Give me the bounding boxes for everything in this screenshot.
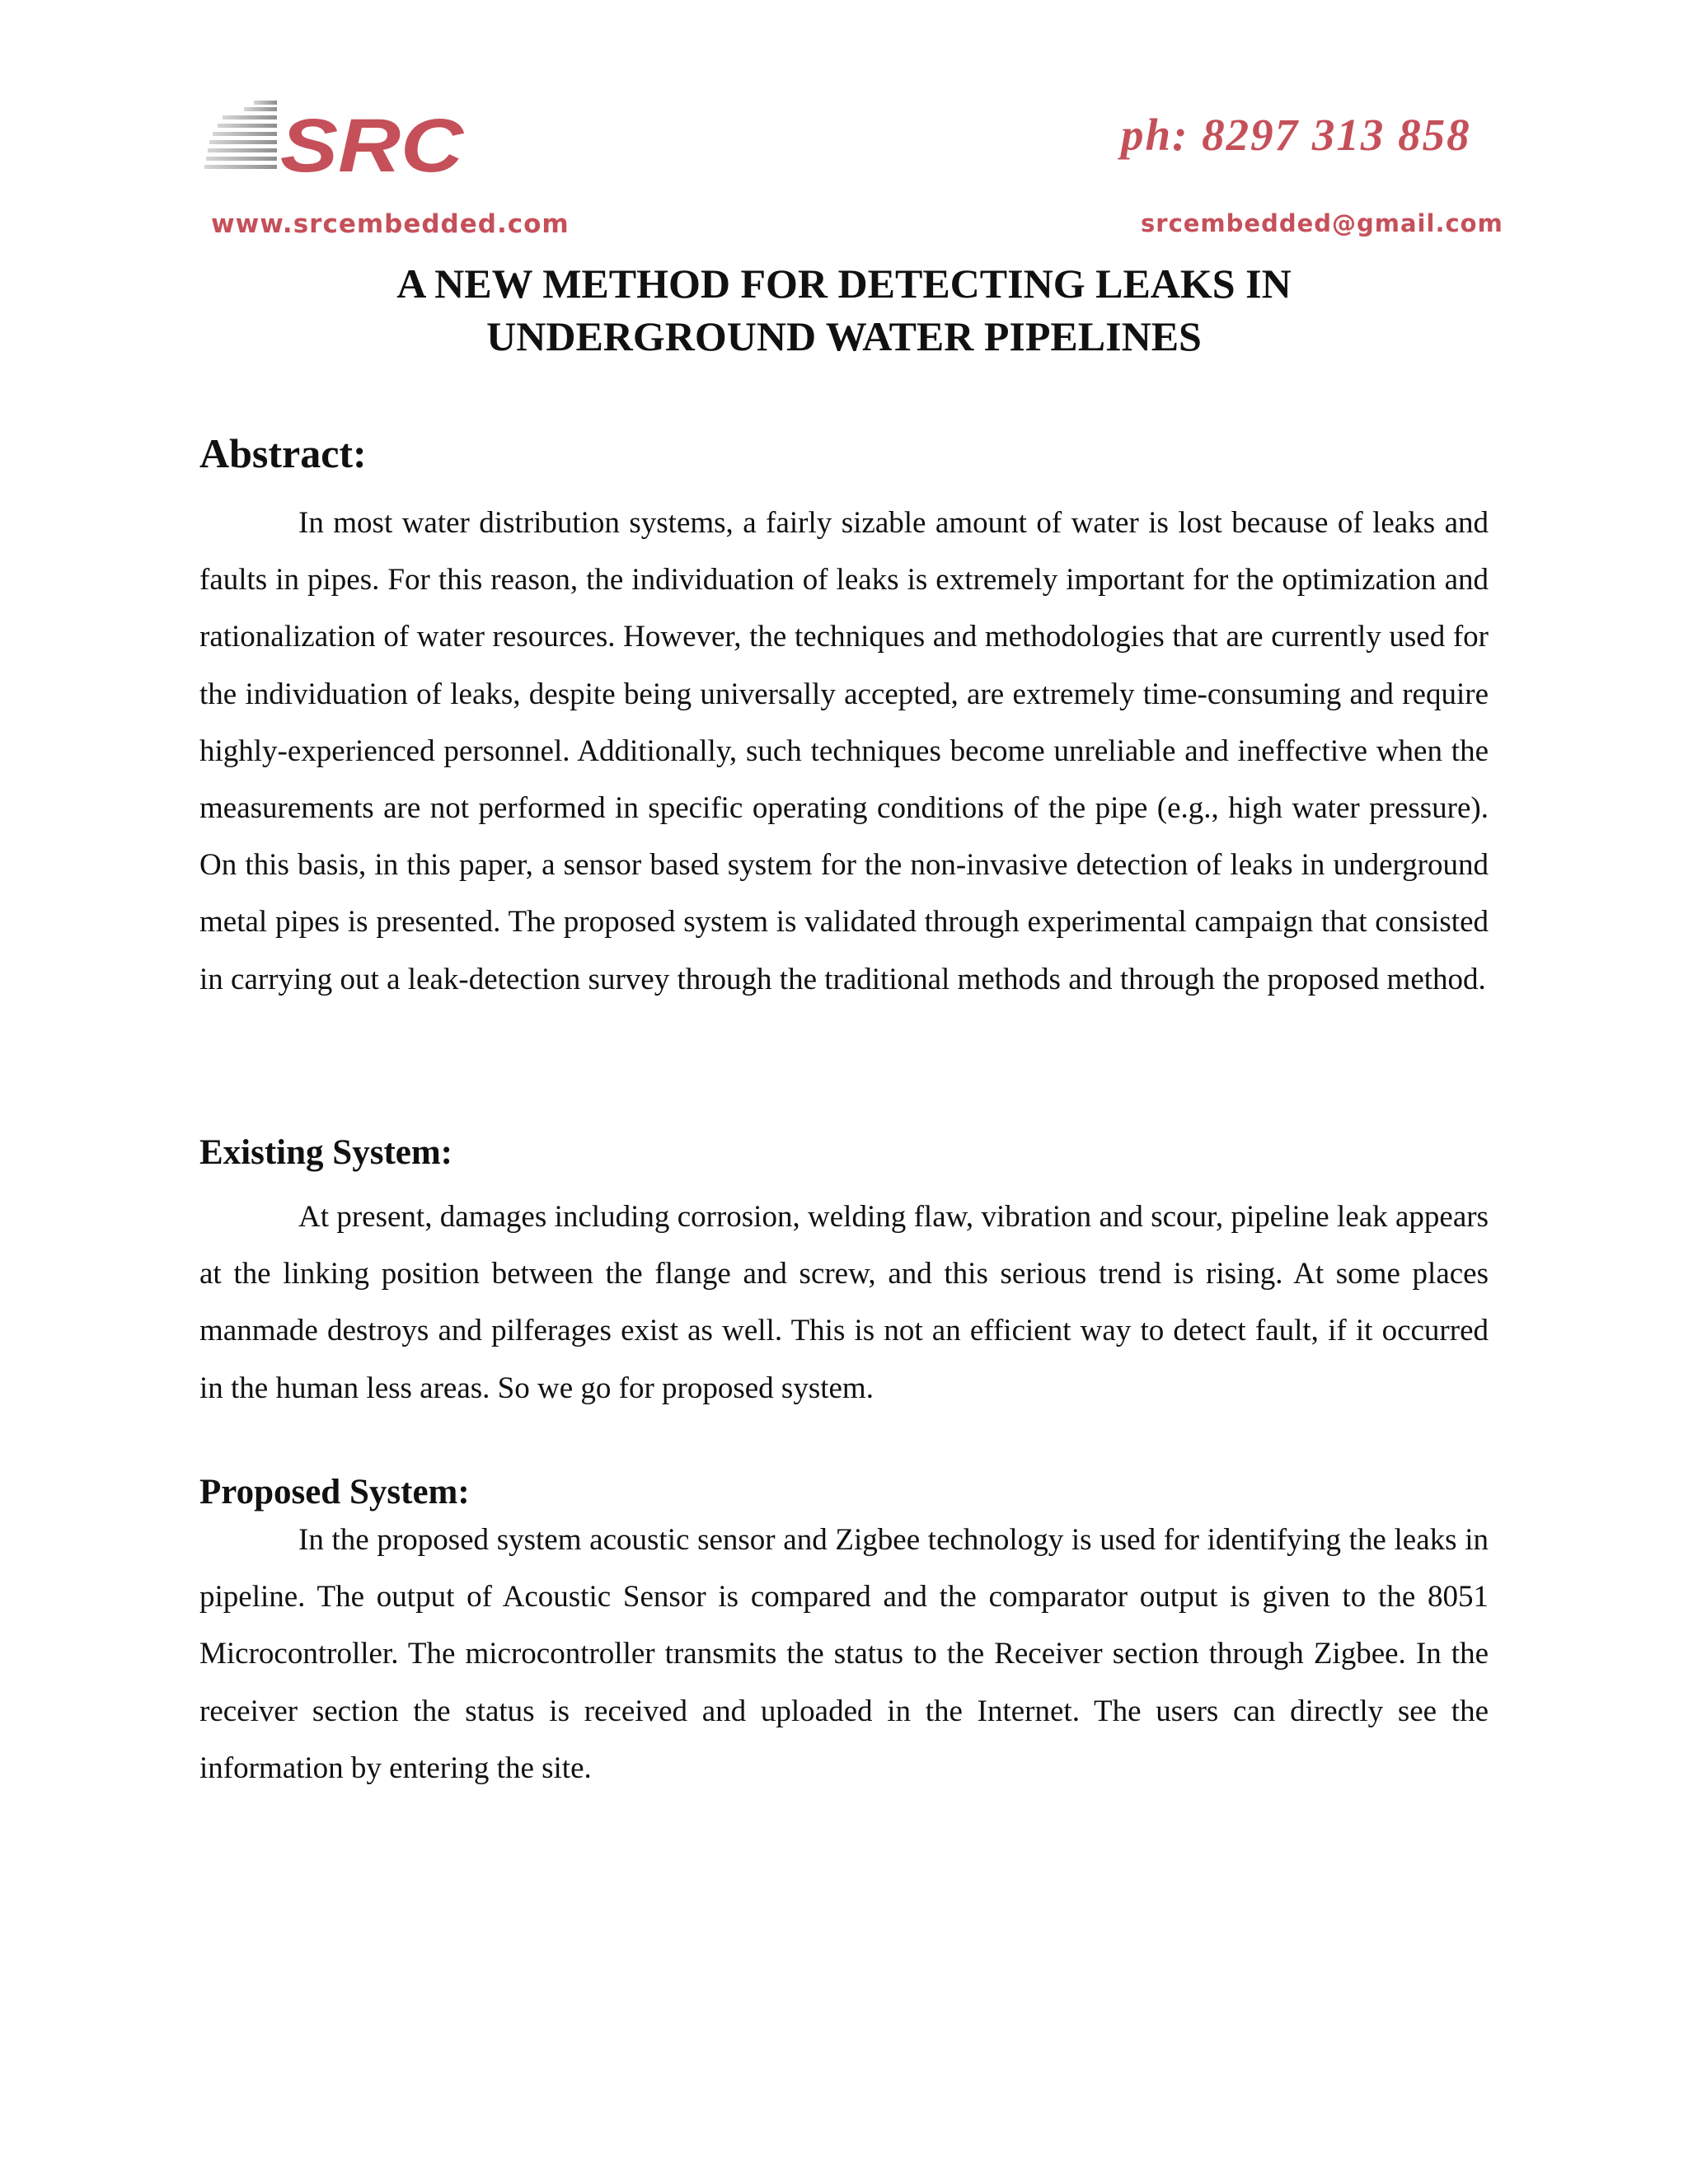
phone-number: ph: 8297 313 858 bbox=[1121, 110, 1471, 160]
email-address[interactable]: srcembedded@gmail.com bbox=[1141, 209, 1503, 237]
title-line-2: UNDERGROUND WATER PIPELINES bbox=[486, 313, 1202, 359]
website-url[interactable]: www.srcembedded.com bbox=[211, 209, 570, 239]
abstract-text: In most water distribution systems, a fairly sizable amount of water is lost because of leaks and faults in pipes. For this reason, the individuation of leaks is extremely important for the optimization and rationalization of water resources. However, the techniques and methodologies that are currently used for the individuation of leaks, despite being universally accepted, are extremely time-consuming and require highly-experienced personnel. Additionally, such techniques become unreliable and ineffective when the measurements are not performed in specific operating conditions of the pipe (e.g., high water pressure). On this basis, in this paper, a sensor based system for the non-invasive detection of leaks in underground metal pipes is presented. The proposed system is validated through experimental campaign that consisted in carrying out a leak-detection survey through the traditional methods and through the proposed method. bbox=[199, 506, 1489, 996]
title-line-1: A NEW METHOD FOR DETECTING LEAKS IN bbox=[396, 260, 1292, 307]
existing-system-heading: Existing System: bbox=[199, 1133, 452, 1172]
logo-text: SRC bbox=[280, 104, 465, 180]
proposed-system-heading: Proposed System: bbox=[199, 1473, 470, 1511]
src-logo bbox=[204, 97, 468, 180]
abstract-heading: Abstract: bbox=[199, 430, 367, 476]
existing-system-text: At present, damages including corrosion, welding flaw, vibration and scour, pipeline leak appears at the linking position between the flange and screw, and this serious trend is rising. At some places manmade destroys and pilferages exist as well. This is not an efficient way to detect fault, if it occurred in the human less areas. So we go for proposed system. bbox=[199, 1200, 1489, 1405]
proposed-system-text: In the proposed system acoustic sensor and Zigbee technology is used for identifying the leaks in pipeline. The output of Acoustic Sensor is compared and the comparator output is given to the 8051 Microcontroller. The microcontroller transmits the status to the Receiver section through Zigbee. In the receiver section the status is received and uploaded in the Internet. The users can directly see the information by entering the site. bbox=[199, 1523, 1489, 1785]
page-header bbox=[0, 0, 1688, 247]
logo-bars bbox=[204, 101, 277, 169]
document-title bbox=[199, 257, 1489, 363]
